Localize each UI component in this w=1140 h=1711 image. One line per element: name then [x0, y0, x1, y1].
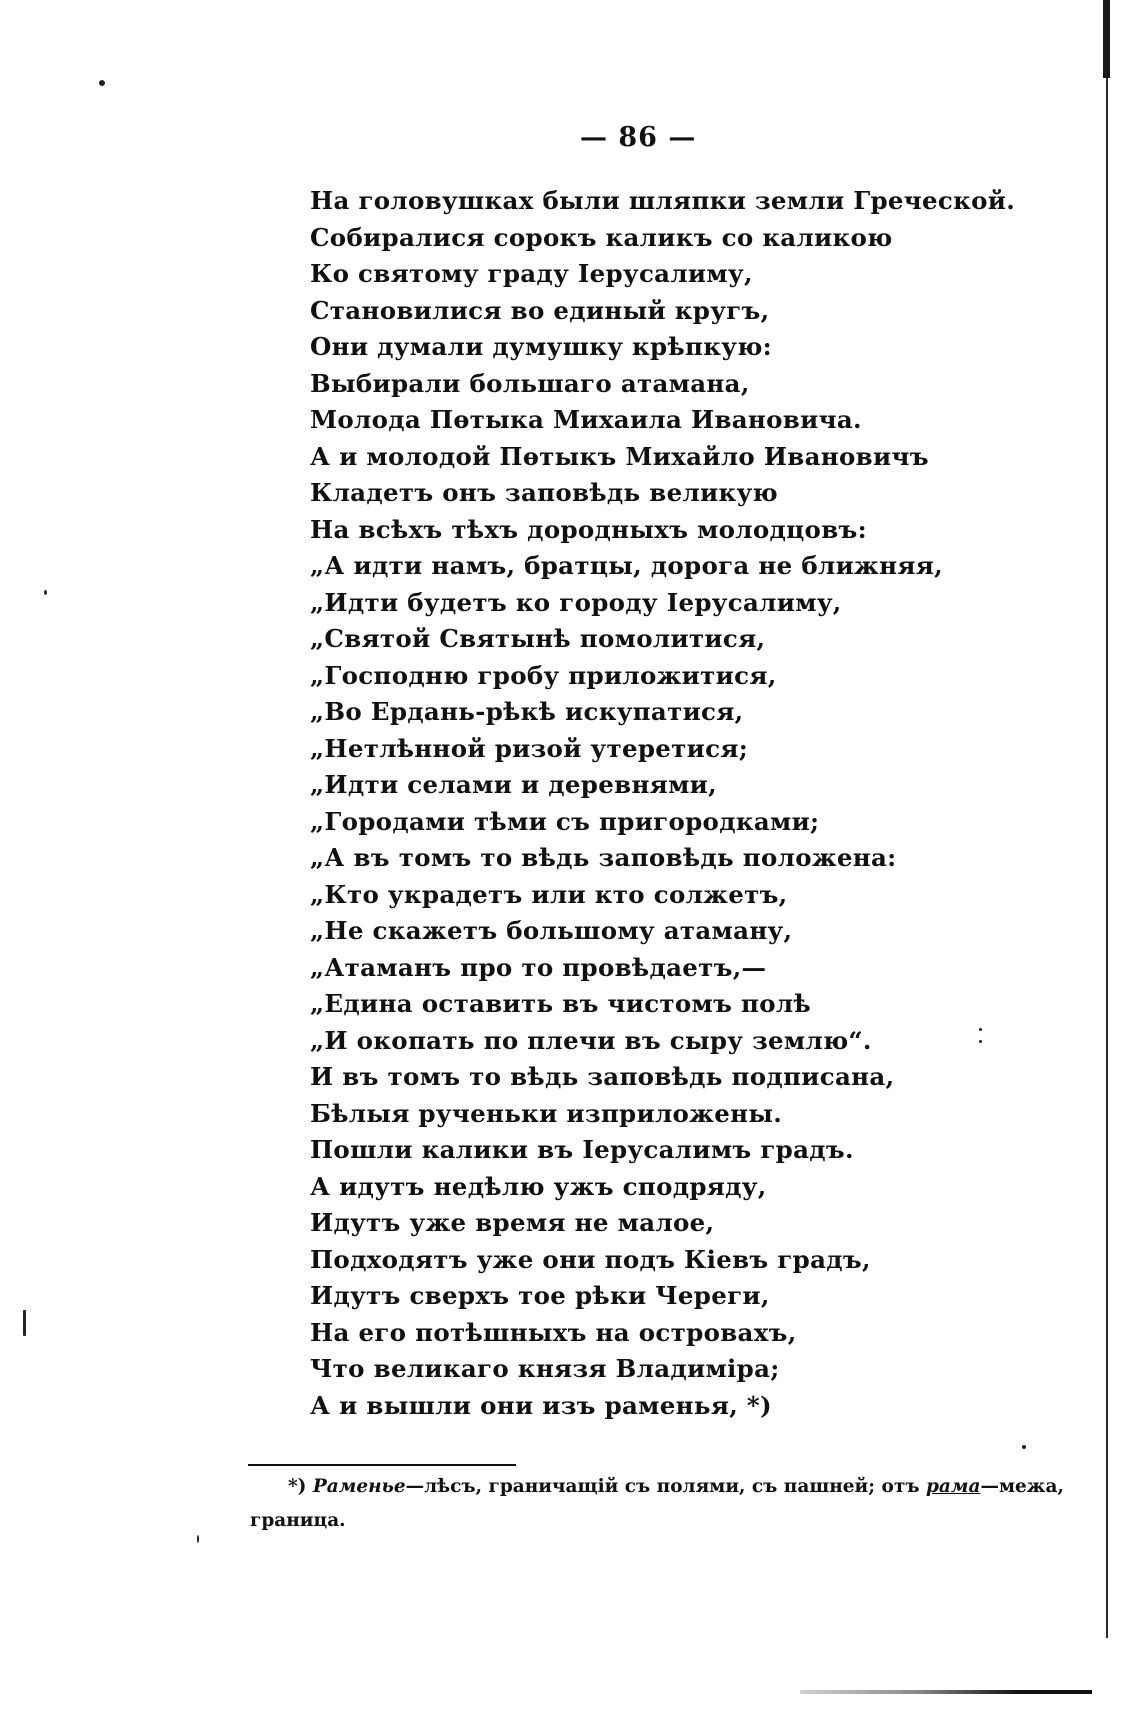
- poem-line: „Нетлѣнной ризой утеретися;: [310, 733, 749, 763]
- footnote-root-word: рама: [925, 1476, 981, 1497]
- page-number: — 86 —: [580, 122, 697, 153]
- scan-speck: [23, 1310, 26, 1336]
- footnote: [250, 1470, 1066, 1538]
- footnote-meaning: —межа, граница.: [250, 1476, 1064, 1531]
- poem-line: А идутъ недѣлю ужъ сподряду,: [310, 1171, 767, 1201]
- poem-line: Выбирали большаго атамана,: [310, 368, 750, 398]
- poem-line: Подходятъ уже они подъ Кіевъ градъ,: [310, 1244, 871, 1274]
- poem-line: „Кто украдетъ или кто солжетъ,: [310, 879, 788, 909]
- poem-line: Идутъ уже время не малое,: [310, 1208, 715, 1237]
- poem-line: На всѣхъ тѣхъ дородныхъ молодцовъ:: [310, 514, 867, 544]
- poem-line: Пошли калики въ Іерусалимъ градъ.: [310, 1135, 854, 1164]
- poem-line: И въ томъ то вѣдь заповѣдь подписана,: [310, 1062, 895, 1091]
- poem-line: Бѣлыя рученьки изприложены.: [310, 1098, 783, 1128]
- footnote-term: Раменье: [312, 1476, 406, 1497]
- footnote-marker: *): [288, 1476, 307, 1497]
- poem-line: А и молодой Пѳтыкъ Михайло Ивановичъ: [310, 441, 929, 471]
- poem-line: „Идти селами и деревнями,: [310, 770, 717, 799]
- poem-line: „Святой Святынѣ помолитися,: [310, 624, 766, 653]
- poem-line: Что великаго князя Владиміра;: [310, 1354, 780, 1383]
- scan-smudge: [800, 1690, 1092, 1694]
- scan-edge-line: [1106, 78, 1108, 1638]
- poem-line: На головушках были шляпки земли Греческой.: [310, 186, 1016, 215]
- scan-speck: [1022, 1445, 1026, 1449]
- poem-line: Идутъ сверхъ тое рѣки Череги,: [310, 1281, 770, 1310]
- poem-line: „А идти намъ, братцы, дорога не ближняя,: [310, 551, 943, 580]
- poem-line: „Атаманъ про то провѣдаетъ,—: [310, 952, 767, 982]
- poem-line: Кладетъ онъ заповѣдь великую: [310, 478, 778, 507]
- poem-line: Собиралися сорокъ каликъ со каликою: [310, 222, 893, 252]
- poem-line: „Не скажетъ большому атаману,: [310, 916, 793, 945]
- footnote-definition: —лѣсъ, граничащій съ полями, съ пашней; отъ: [405, 1476, 926, 1497]
- poem-line: А и вышли они изъ раменья, *): [310, 1390, 772, 1420]
- poem-line: „Едина оставить въ чистомъ полѣ: [310, 989, 812, 1018]
- poem-text: [310, 183, 1100, 1424]
- scan-speck: [197, 1535, 199, 1543]
- poem-line: „И окопать по плечи въ сыру землю“.: [310, 1025, 872, 1055]
- poem-line: Молода Пѳтыка Михаила Ивановича.: [310, 405, 862, 434]
- poem-line: „Городами тѣми съ пригородками;: [310, 806, 820, 836]
- poem-line: „Идти будетъ ко городу Іерусалиму,: [310, 587, 842, 617]
- poem-line: „Господню гробу приложитися,: [310, 660, 777, 690]
- scan-edge-mark: [1103, 0, 1110, 78]
- scan-speck: [44, 590, 47, 595]
- footnote-divider: [248, 1464, 516, 1466]
- poem-line: Ко святому граду Іерусалиму,: [310, 259, 753, 288]
- poem-line: Они думали думушку крѣпкую:: [310, 332, 772, 361]
- poem-line: На его потѣшныхъ на островахъ,: [310, 1317, 797, 1347]
- poem-line: Становилися во единый кругъ,: [310, 295, 770, 325]
- poem-line: „А въ томъ то вѣдь заповѣдь положена:: [310, 843, 897, 872]
- scan-speck: [99, 80, 105, 86]
- poem-line: „Во Ердань-рѣкѣ искупатися,: [310, 697, 744, 726]
